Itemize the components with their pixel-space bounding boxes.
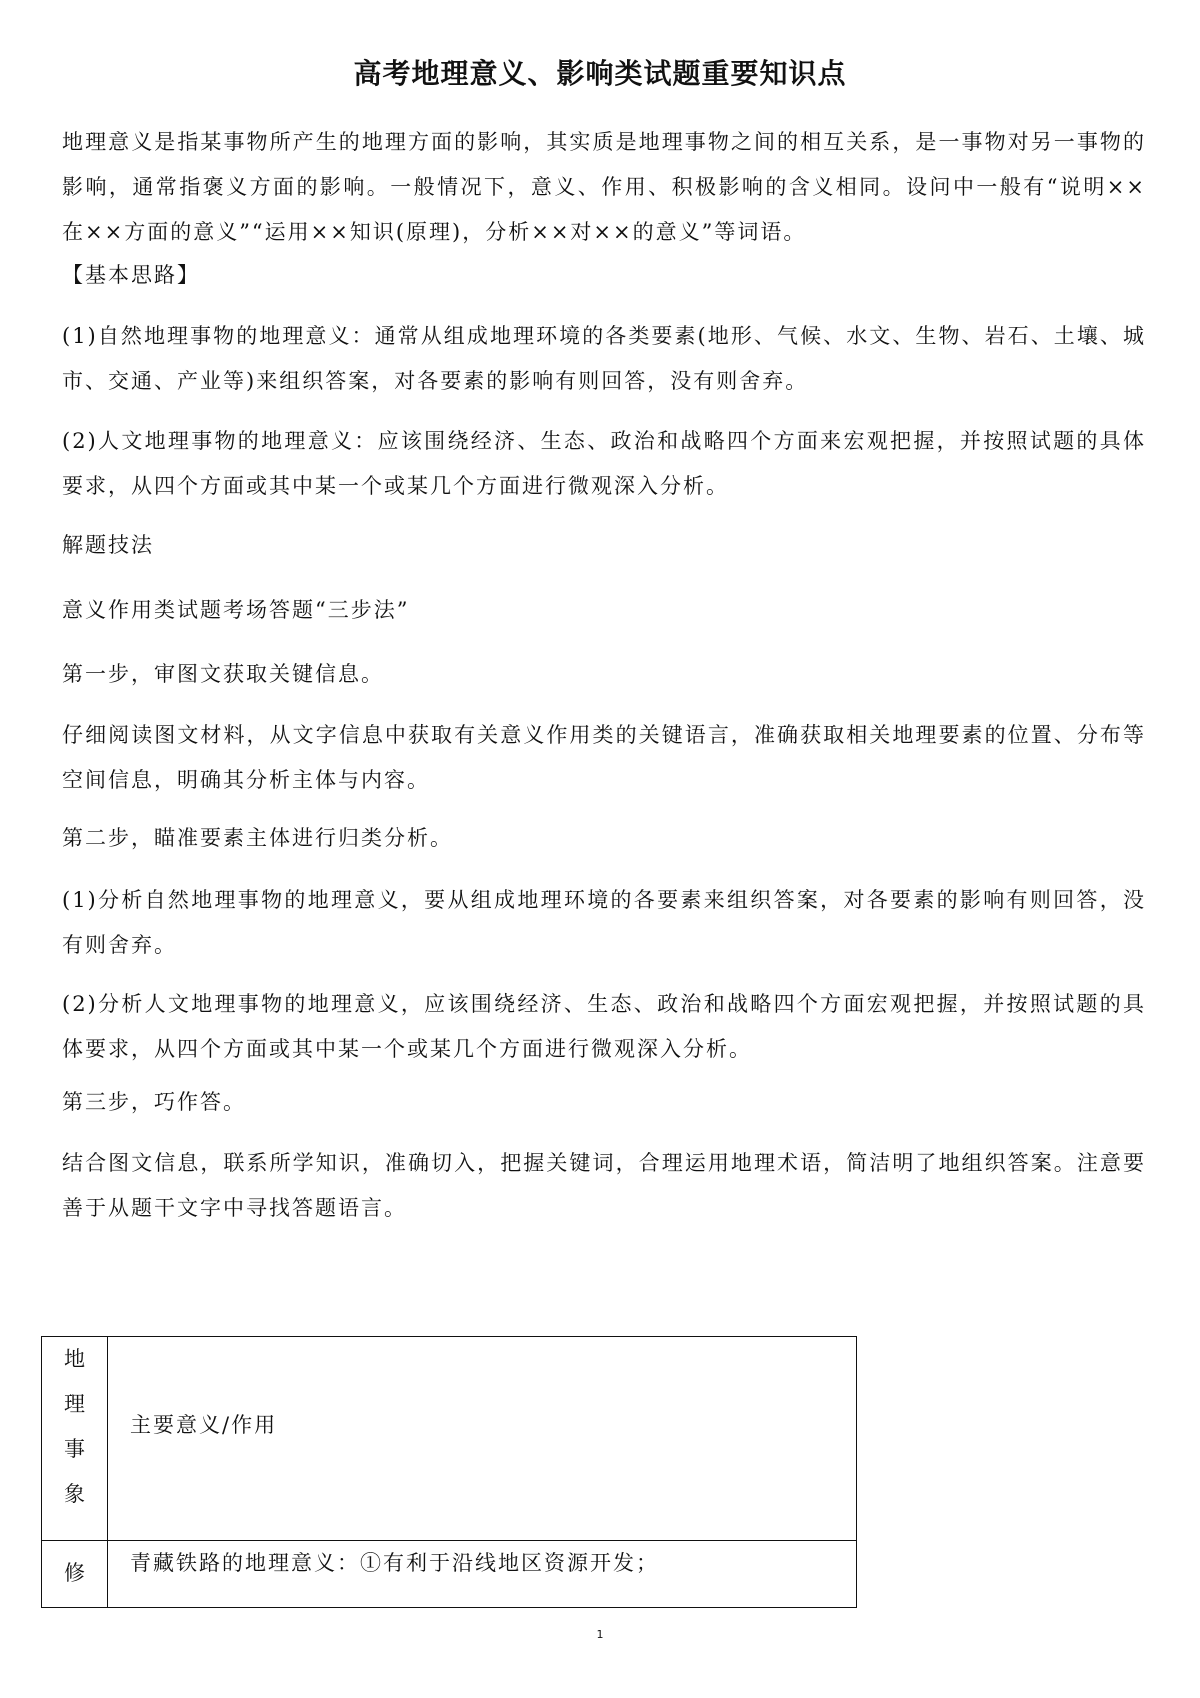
paragraph-natural-geography: (1)自然地理事物的地理意义：通常从组成地理环境的各类要素(地形、气候、水文、生物、岩石、土壤、城市、交通、产业等)来组织答案，对各要素的影响有则回答，没有则舍弃。: [62, 324, 1146, 393]
header-char: 事: [64, 1437, 85, 1461]
intro-paragraph: 地理意义是指某事物所产生的地理方面的影响，其实质是地理事物之间的相互关系，是一事物对另一事物的影响，通常指褒义方面的影响。一般情况下，意义、作用、积极影响的含义相同。设问中一般有“说明××在××方面的意义”“运用××知识(原理)，分析××对××的意义”等词语。: [62, 130, 1146, 244]
header-char: 象: [64, 1482, 85, 1506]
row-label: 修: [64, 1561, 85, 1585]
section-heading-basic-approach: 【基本思路】: [62, 263, 200, 287]
three-step-heading: 意义作用类试题考场答题“三步法”: [62, 598, 410, 622]
header-geographic-phenomenon-cell: [42, 1337, 108, 1541]
section-heading-techniques: 解题技法: [62, 533, 154, 557]
step-two-natural-paragraph: (1)分析自然地理事物的地理意义，要从组成地理环境的各要素来组织答案，对各要素的影响有则回答，没有则舍弃。: [62, 888, 1146, 957]
step-one-paragraph: 仔细阅读图文材料，从文字信息中获取有关意义作用类的关键语言，准确获取相关地理要素的位置、分布等空间信息，明确其分析主体与内容。: [62, 723, 1146, 792]
step-one-heading: 第一步，审图文获取关键信息。: [62, 662, 384, 686]
header-significance-cell: 主要意义/作用: [108, 1337, 857, 1541]
row-label-cell: [42, 1541, 108, 1608]
page-number: 1: [596, 1628, 604, 1641]
paragraph-human-geography: (2)人文地理事物的地理意义：应该围绕经济、生态、政治和战略四个方面来宏观把握，并按照试题的具体要求，从四个方面或其中某一个或某几个方面进行微观深入分析。: [62, 429, 1146, 498]
step-two-human-paragraph: (2)分析人文地理事物的地理意义，应该围绕经济、生态、政治和战略四个方面宏观把握，并按照试题的具体要求，从四个方面或其中某一个或某几个方面进行微观深入分析。: [62, 992, 1146, 1061]
step-three-heading: 第三步，巧作答。: [62, 1090, 246, 1114]
step-two-heading: 第二步，瞄准要素主体进行归类分析。: [62, 826, 453, 850]
header-char: 理: [64, 1392, 85, 1416]
row-content-cell: 青藏铁路的地理意义：①有利于沿线地区资源开发；: [108, 1541, 857, 1608]
table-row: [42, 1541, 857, 1608]
table-header-row: [42, 1337, 857, 1541]
header-char: 地: [64, 1347, 85, 1371]
step-three-paragraph: 结合图文信息，联系所学知识，准确切入，把握关键词，合理运用地理术语，简洁明了地组织答案。注意要善于从题干文字中寻找答题语言。: [62, 1151, 1146, 1220]
page-title: 高考地理意义、影响类试题重要知识点: [353, 57, 847, 90]
significance-table: [41, 1336, 857, 1608]
